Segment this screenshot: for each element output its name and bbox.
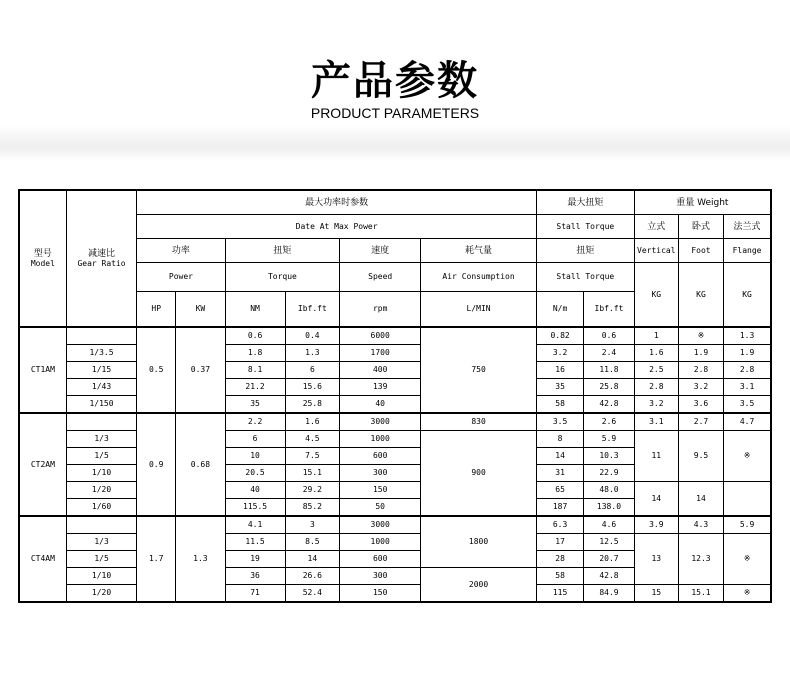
torque-nm: 19	[225, 551, 285, 568]
stall-nm: 58	[536, 568, 583, 585]
stall-nm: 65	[536, 482, 583, 499]
torque-zh: 扭矩	[225, 239, 340, 263]
model-header-en: Model	[30, 258, 55, 268]
weight-flange: ※	[724, 585, 771, 603]
stall-zh: 扭矩	[536, 239, 634, 263]
unit-kw: KW	[176, 292, 225, 328]
speed-rpm: 150	[340, 482, 421, 499]
weight-foot: 2.8	[678, 362, 723, 379]
torque-lbfft: 14	[285, 551, 340, 568]
stall-lbfft: 0.6	[584, 327, 634, 345]
air-consumption: 1800	[421, 516, 537, 568]
gear-ratio: 1/43	[66, 379, 136, 396]
stall-lbfft: 138.0	[584, 499, 634, 517]
gear-ratio: 1/20	[66, 585, 136, 603]
weight-flange: 1.3	[724, 327, 771, 345]
torque-lbfft: 25.8	[285, 396, 340, 414]
stall-nm: 3.2	[536, 345, 583, 362]
stall-en: Stall Torque	[536, 263, 634, 292]
torque-nm: 2.2	[225, 413, 285, 431]
power-en: Power	[137, 263, 225, 292]
torque-nm: 115.5	[225, 499, 285, 517]
stall-nm: 17	[536, 534, 583, 551]
gear-ratio: 1/60	[66, 499, 136, 517]
weight-vertical: 13	[634, 534, 678, 585]
vertical-zh: 立式	[634, 215, 678, 239]
speed-rpm: 50	[340, 499, 421, 517]
torque-nm: 40	[225, 482, 285, 499]
weight-flange: 3.1	[724, 379, 771, 396]
stall-nm: 14	[536, 448, 583, 465]
speed-rpm: 6000	[340, 327, 421, 345]
weight-vertical: 11	[634, 431, 678, 482]
flange-zh: 法兰式	[724, 215, 771, 239]
weight-foot: 14	[678, 482, 723, 517]
stall-lbfft: 48.0	[584, 482, 634, 499]
gear-ratio: 1/150	[66, 396, 136, 414]
weight-foot: ※	[678, 327, 723, 345]
weight-foot: 3.6	[678, 396, 723, 414]
gear-ratio: 1/5	[66, 448, 136, 465]
speed-rpm: 600	[340, 448, 421, 465]
stall-nm: 31	[536, 465, 583, 482]
unit-hp: HP	[137, 292, 176, 328]
gear-ratio	[66, 516, 136, 534]
weight-flange: 2.8	[724, 362, 771, 379]
stall-lbfft: 12.5	[584, 534, 634, 551]
stall-nm: 0.82	[536, 327, 583, 345]
foot-en: Foot	[678, 239, 723, 263]
gear-ratio: 1/3	[66, 431, 136, 448]
torque-lbfft: 6	[285, 362, 340, 379]
stall-nm: 28	[536, 551, 583, 568]
model-name: CT4AM	[19, 516, 66, 602]
torque-nm: 4.1	[225, 516, 285, 534]
page-title: 产品参数	[311, 58, 479, 104]
unit-foot: KG	[678, 263, 723, 328]
unit-lbfft-stall: Ibf.ft	[584, 292, 634, 328]
gear-ratio: 1/3	[66, 534, 136, 551]
air-consumption: 830	[421, 413, 537, 431]
power-kw: 0.68	[176, 413, 225, 516]
stall-nm: 6.3	[536, 516, 583, 534]
flange-en: Flange	[724, 239, 771, 263]
weight-foot: 15.1	[678, 585, 723, 603]
weight-foot: 1.9	[678, 345, 723, 362]
weight-flange	[724, 482, 771, 517]
weight-vertical: 1	[634, 327, 678, 345]
torque-lbfft: 1.6	[285, 413, 340, 431]
weight-foot: 4.3	[678, 516, 723, 534]
torque-lbfft: 4.5	[285, 431, 340, 448]
ratio-header	[66, 190, 136, 327]
stall-torque-en: Stall Torque	[536, 215, 634, 239]
power-kw: 0.37	[176, 327, 225, 413]
stall-nm: 8	[536, 431, 583, 448]
stall-lbfft: 11.8	[584, 362, 634, 379]
unit-lbfft: Ibf.ft	[285, 292, 340, 328]
weight-flange: 5.9	[724, 516, 771, 534]
gear-ratio: 1/10	[66, 568, 136, 585]
weight-header: 重量 Weight	[634, 190, 771, 215]
speed-rpm: 3000	[340, 413, 421, 431]
stall-nm: 58	[536, 396, 583, 414]
unit-nm-stall: N/m	[536, 292, 583, 328]
speed-rpm: 150	[340, 585, 421, 603]
weight-foot: 12.3	[678, 534, 723, 585]
power-zh: 功率	[137, 239, 225, 263]
ratio-header-zh: 减速比	[88, 248, 116, 259]
air-consumption: 900	[421, 431, 537, 517]
torque-nm: 20.5	[225, 465, 285, 482]
torque-lbfft: 29.2	[285, 482, 340, 499]
stall-lbfft: 84.9	[584, 585, 634, 603]
model-name: CT1AM	[19, 327, 66, 413]
torque-nm: 10	[225, 448, 285, 465]
stall-nm: 16	[536, 362, 583, 379]
ratio-header-en: Gear Ratio	[77, 258, 126, 268]
power-hp: 0.9	[137, 413, 176, 516]
torque-nm: 1.8	[225, 345, 285, 362]
torque-lbfft: 3	[285, 516, 340, 534]
stall-lbfft: 42.8	[584, 396, 634, 414]
weight-foot: 9.5	[678, 431, 723, 482]
weight-vertical: 15	[634, 585, 678, 603]
air-consumption: 2000	[421, 568, 537, 603]
gear-ratio: 1/20	[66, 482, 136, 499]
torque-lbfft: 8.5	[285, 534, 340, 551]
speed-en: Speed	[340, 263, 421, 292]
air-consumption: 750	[421, 327, 537, 413]
speed-rpm: 300	[340, 568, 421, 585]
speed-rpm: 400	[340, 362, 421, 379]
speed-rpm: 3000	[340, 516, 421, 534]
stall-lbfft: 2.4	[584, 345, 634, 362]
product-parameters-table	[18, 189, 772, 603]
unit-nm: NM	[225, 292, 285, 328]
gear-ratio: 1/3.5	[66, 345, 136, 362]
torque-lbfft: 1.3	[285, 345, 340, 362]
weight-vertical: 2.8	[634, 379, 678, 396]
weight-flange: ※	[724, 431, 771, 482]
stall-lbfft: 4.6	[584, 516, 634, 534]
stall-lbfft: 22.9	[584, 465, 634, 482]
speed-rpm: 300	[340, 465, 421, 482]
power-hp: 1.7	[137, 516, 176, 602]
gear-ratio: 1/15	[66, 362, 136, 379]
torque-nm: 0.6	[225, 327, 285, 345]
speed-rpm: 1700	[340, 345, 421, 362]
vertical-en: Vertical	[634, 239, 678, 263]
max-torque-header: 最大扭矩	[536, 190, 634, 215]
stall-nm: 187	[536, 499, 583, 517]
torque-lbfft: 15.6	[285, 379, 340, 396]
speed-rpm: 1000	[340, 431, 421, 448]
weight-vertical: 1.6	[634, 345, 678, 362]
stall-nm: 3.5	[536, 413, 583, 431]
torque-lbfft: 52.4	[285, 585, 340, 603]
weight-vertical: 3.9	[634, 516, 678, 534]
max-power-en: Date At Max Power	[137, 215, 537, 239]
weight-foot: 2.7	[678, 413, 723, 431]
speed-rpm: 139	[340, 379, 421, 396]
torque-nm: 8.1	[225, 362, 285, 379]
torque-nm: 36	[225, 568, 285, 585]
stall-lbfft: 2.6	[584, 413, 634, 431]
weight-vertical: 3.1	[634, 413, 678, 431]
page-subtitle: PRODUCT PARAMETERS	[310, 105, 480, 121]
gear-ratio: 1/10	[66, 465, 136, 482]
weight-flange: 1.9	[724, 345, 771, 362]
torque-nm: 35	[225, 396, 285, 414]
torque-lbfft: 85.2	[285, 499, 340, 517]
max-power-header: 最大功率时参数	[137, 190, 537, 215]
weight-foot: 3.2	[678, 379, 723, 396]
stall-lbfft: 10.3	[584, 448, 634, 465]
stall-nm: 35	[536, 379, 583, 396]
model-header-zh: 型号	[33, 248, 52, 259]
torque-nm: 71	[225, 585, 285, 603]
speed-rpm: 40	[340, 396, 421, 414]
gear-ratio	[66, 327, 136, 345]
stall-lbfft: 20.7	[584, 551, 634, 568]
torque-nm: 6	[225, 431, 285, 448]
weight-vertical: 3.2	[634, 396, 678, 414]
torque-lbfft: 0.4	[285, 327, 340, 345]
speed-zh: 速度	[340, 239, 421, 263]
weight-flange: ※	[724, 534, 771, 585]
air-en: Air Consumption	[421, 263, 537, 292]
weight-vertical: 14	[634, 482, 678, 517]
unit-vertical: KG	[634, 263, 678, 328]
air-zh: 耗气量	[421, 239, 537, 263]
torque-nm: 21.2	[225, 379, 285, 396]
power-hp: 0.5	[137, 327, 176, 413]
stall-lbfft: 5.9	[584, 431, 634, 448]
torque-nm: 11.5	[225, 534, 285, 551]
torque-lbfft: 15.1	[285, 465, 340, 482]
gear-ratio: 1/5	[66, 551, 136, 568]
torque-lbfft: 7.5	[285, 448, 340, 465]
weight-flange: 4.7	[724, 413, 771, 431]
stall-lbfft: 25.8	[584, 379, 634, 396]
torque-lbfft: 26.6	[285, 568, 340, 585]
unit-flange: KG	[724, 263, 771, 328]
weight-flange: 3.5	[724, 396, 771, 414]
speed-rpm: 1000	[340, 534, 421, 551]
speed-rpm: 600	[340, 551, 421, 568]
unit-lmin: L/MIN	[421, 292, 537, 328]
torque-en: Torque	[225, 263, 340, 292]
power-kw: 1.3	[176, 516, 225, 602]
weight-vertical: 2.5	[634, 362, 678, 379]
gear-ratio	[66, 413, 136, 431]
foot-zh: 卧式	[678, 215, 723, 239]
unit-rpm: rpm	[340, 292, 421, 328]
stall-nm: 115	[536, 585, 583, 603]
stall-lbfft: 42.8	[584, 568, 634, 585]
model-header	[19, 190, 66, 327]
model-name: CT2AM	[19, 413, 66, 516]
